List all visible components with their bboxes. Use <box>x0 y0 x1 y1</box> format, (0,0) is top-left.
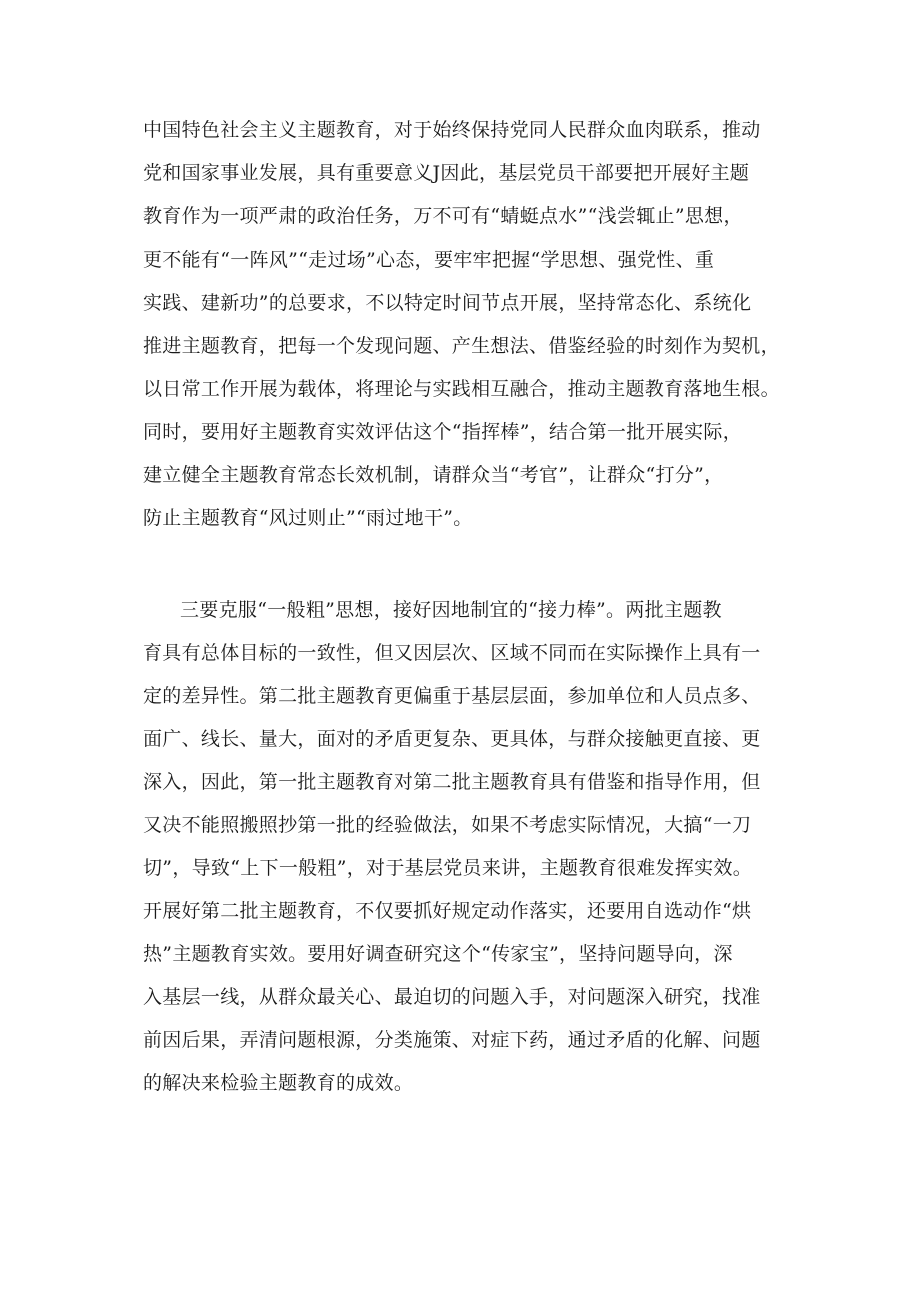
text-line: 前因后果，弄清问题根源，分类施策、对症下药，通过矛盾的化解、问题 <box>143 1029 761 1051</box>
text-line: 热”主题教育实效。要用好调查研究这个“传家宝”，坚持问题导向，深 <box>143 943 733 965</box>
text-line: 党和国家事业发展，具有重要意义J因此，基层党员干部要把开展好主题 <box>143 162 750 184</box>
text-line: 切”，导致“上下一般粗”，对于基层党员来讲，主题教育很难发挥实效。 <box>143 857 753 879</box>
text-line: 教育作为一项严肃的政治任务，万不可有“蜻蜓点水”“浅尝辄止”思想， <box>143 205 743 227</box>
text-line: 同时，要用好主题教育实效评估这个“指挥棒”，结合第一批开展实际， <box>143 421 743 443</box>
text-line: 防止主题教育“风过则止”“雨过地干”。 <box>143 507 473 529</box>
text-line: 更不能有“一阵风”“走过场”心态，要牢牢把握“学思想、强党性、重 <box>143 249 715 271</box>
text-line: 育具有总体目标的一致性，但又因层次、区域不同而在实际操作上具有一 <box>143 642 761 664</box>
text-line: 推进主题教育，把每一个发现问题、产生想法、借鉴经验的时刻作为契机， <box>143 335 780 357</box>
text-line: 面广、线长、量大，面对的矛盾更复杂、更具体，与群众接触更直接、更 <box>143 728 761 750</box>
text-line: 深入，因此，第一批主题教育对第二批主题教育具有借鉴和指导作用，但 <box>143 771 761 793</box>
text-line: 中国特色社会主义主题教育，对于始终保持党同人民群众血肉联系，推动 <box>143 119 761 141</box>
text-line: 定的差异性。第二批主题教育更偏重于基层层面，参加单位和人员点多、 <box>143 685 761 707</box>
text-line: 开展好第二批主题教育，不仅要抓好规定动作落实，还要用自选动作“烘 <box>143 900 752 922</box>
text-line: 实践、建新功”的总要求，不以特定时间节点开展，坚持常态化、系统化 <box>143 292 752 314</box>
text-line: 又决不能照搬照抄第一批的经验做法，如果不考虑实际情况，大搞“一刀 <box>143 814 752 836</box>
text-line: 三要克服“一般粗”思想，接好因地制宜的“接力棒”。两批主题教 <box>180 599 722 621</box>
text-line: 的解决来检验主题教育的成效。 <box>143 1072 414 1094</box>
text-line: 以日常工作开展为载体，将理论与实践相互融合，推动主题教育落地生根。 <box>143 378 780 400</box>
text-line: 建立健全主题教育常态长效机制，请群众当“考官”，让群众“打分”， <box>143 464 724 486</box>
text-line: 入基层一线，从群众最关心、最迫切的问题入手，对问题深入研究，找准 <box>143 986 761 1008</box>
